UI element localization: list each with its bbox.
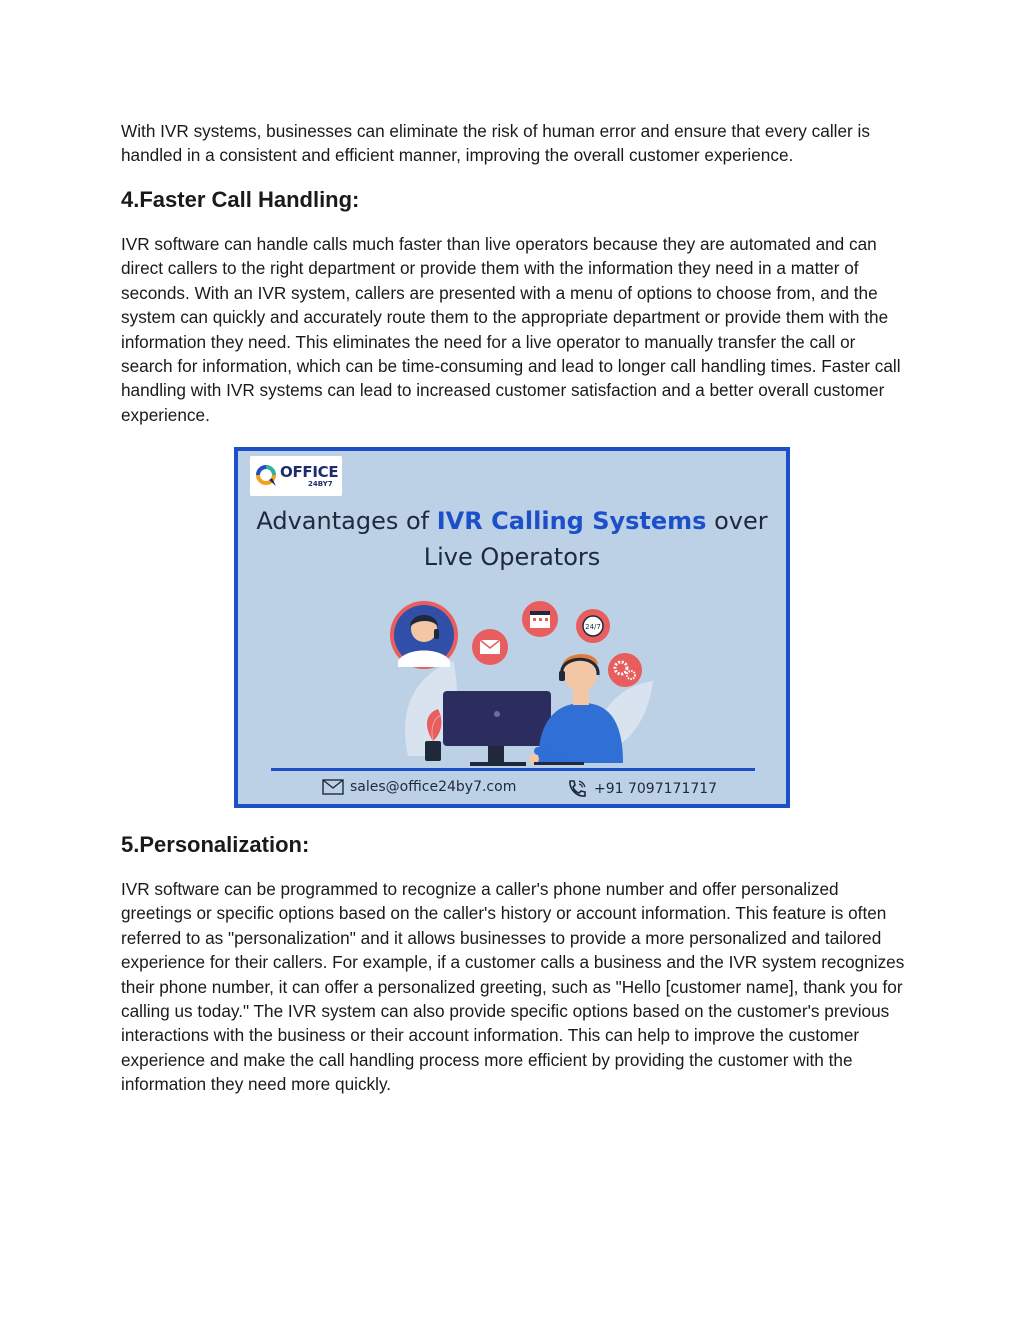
call-center-illustration: [238, 451, 786, 804]
clock-badge-text: 24/7: [585, 623, 601, 631]
banner-title-highlight: IVR Calling Systems: [436, 507, 707, 535]
woman-avatar-icon: [390, 601, 458, 669]
email-address: sales@office24by7.com: [350, 779, 517, 795]
banner-title-line2: Live Operators: [423, 543, 601, 571]
logo-wordmark: OFFICE: [280, 463, 339, 481]
ivr-advantages-banner: [234, 447, 790, 808]
faster-call-handling-paragraph: IVR software can handle calls much faster than live operators because they are automated and can direct callers to the right department or provide them with the information they need in a matter of seconds. With an IVR system, callers are presented with a menu of options to choose from, and the system can quickly and accurately route them to the appropriate department or provide them with the information they need. This eliminates the need for a live operator to manually transfer the call or search for information, which can be time-consuming and lead to longer call handling times. Faster call handling with IVR systems can lead to increased customer satisfaction and a better overall customer experience.: [121, 234, 901, 425]
calendar-icon: [522, 601, 558, 637]
intro-paragraph: With IVR systems, businesses can eliminate the risk of human error and ensure that every caller is handled in a consistent and efficient manner, improving the overall customer experience.: [121, 121, 870, 166]
banner-title-post: over: [706, 507, 768, 535]
envelope-icon: [322, 779, 344, 795]
banner-email: [322, 779, 516, 795]
clock-24-icon: [576, 609, 610, 643]
personalization-paragraph: IVR software can be programmed to recognize a caller's phone number and offer personalized greetings or specific options based on the caller's history or account information. This feature is often referred to as "personalization" and it allows businesses to provide a more personalized and tailored experience for their callers. For example, if a customer calls a business and the IVR system recognizes their phone number, it can offer a personalized greeting, such as "Hello [customer name], thank you for calling us today." The IVR system can also provide specific options based on the customer's previous interactions with the business or their account information. This can help to improve the customer experience and make the call handling process more efficient by providing the customer with the information they need more quickly.: [121, 879, 905, 1095]
banner-title-pre: Advantages of: [256, 507, 437, 535]
phone-number: +91 7097171717: [594, 781, 718, 797]
personalization-heading: 5.Personalization:: [121, 832, 310, 857]
phone-icon: [566, 779, 588, 799]
logo-subtext: 24BY7: [308, 480, 333, 488]
banner-phone: [566, 779, 717, 799]
mail-icon: [472, 629, 508, 665]
faster-call-handling-heading: 4.Faster Call Handling:: [121, 187, 360, 212]
gear-icon: [608, 653, 642, 687]
banner-divider: [271, 768, 755, 771]
